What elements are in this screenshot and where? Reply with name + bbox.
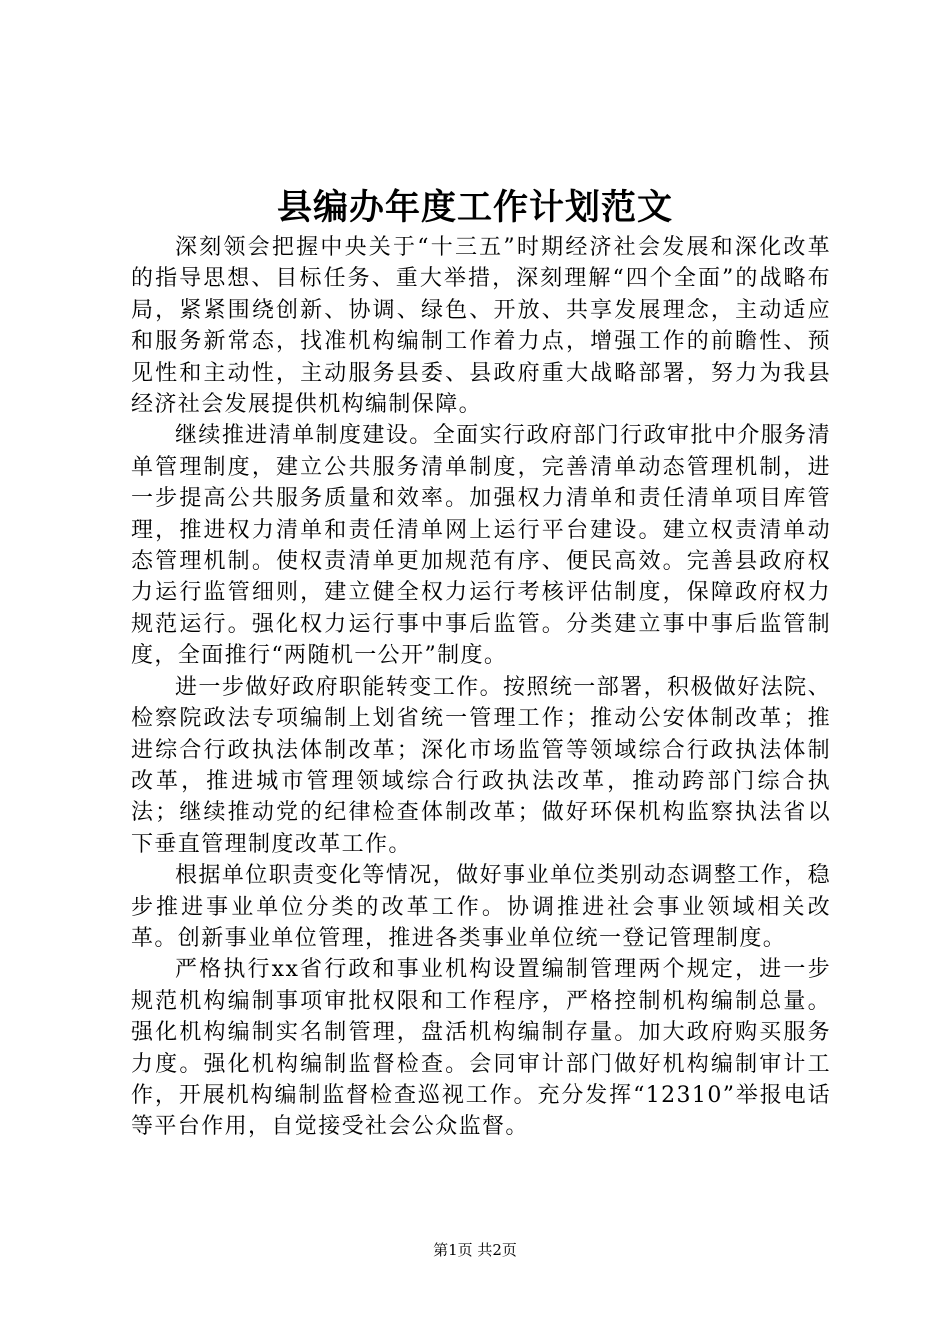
paragraph: 深刻领会把握中央关于“十三五”时期经济社会发展和深化改革的指导思想、目标任务、重大举措，深刻理解“四个全面”的战略布局，紧紧围绕创新、协调、绿色、开放、共享发展理念，主动适应和服务新常态，找准机构编制工作着力点，增强工作的前瞻性、预见性和主动性，主动服务县委、县政府重大战略部署，努力为我县经济社会发展提供机构编制保障。 [131,235,831,418]
paragraph: 进一步做好政府职能转变工作。按照统一部署，积极做好法院、检察院政法专项编制上划省统一管理工作；推动公安体制改革；推进综合行政执法体制改革；深化市场监管等领域综合行政执法体制改革，推进城市管理领域综合行政执法改革，推动跨部门综合执法；继续推动党的纪律检查体制改革；做好环保机构监察执法省以下垂直管理制度改革工作。 [131,674,831,857]
paragraph: 根据单位职责变化等情况，做好事业单位类别动态调整工作，稳步推进事业单位分类的改革工作。协调推进社会事业领域相关改革。创新事业单位管理，推进各类事业单位统一登记管理制度。 [131,863,831,951]
document-body [131,232,831,1143]
paragraph: 严格执行xx省行政和事业机构设置编制管理两个规定，进一步规范机构编制事项审批权限和工作程序，严格控制机构编制总量。强化机构编制实名制管理，盘活机构编制存量。加大政府购买服务力度。强化机构编制监督检查。会同审计部门做好机构编制审计工作，开展机构编制监督检查巡视工作。充分发挥“12310”举报电话等平台作用，自觉接受社会公众监督。 [131,957,831,1140]
document-title: 县编办年度工作计划范文 [276,187,673,228]
page-footer: 第1页 共2页 [433,1241,517,1259]
paragraph: 继续推进清单制度建设。全面实行政府部门行政审批中介服务清单管理制度，建立公共服务清单制度，完善清单动态管理机制，进一步提高公共服务质量和效率。加强权力清单和责任清单项目库管理，推进权力清单和责任清单网上运行平台建设。建立权责清单动态管理机制。使权责清单更加规范有序、便民高效。完善县政府权力运行监管细则，建立健全权力运行考核评估制度，保障政府权力规范运行。强化权力运行事中事后监管。分类建立事中事后监管制度，全面推行“两随机一公开”制度。 [131,423,831,669]
